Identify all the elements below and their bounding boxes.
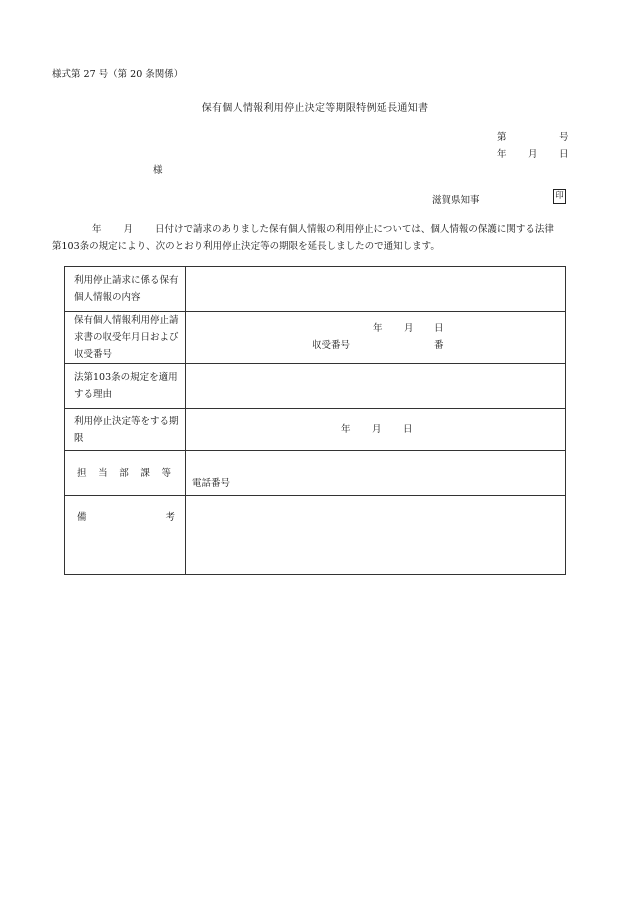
- deadline-month: 月: [372, 424, 382, 435]
- document-number-label: 第: [497, 132, 507, 143]
- table-row: [65, 409, 566, 451]
- receipt-value-cell: [186, 312, 566, 364]
- receipt-year: 年: [373, 322, 383, 334]
- receipt-day: 日: [434, 322, 444, 334]
- document-title: 保有個人情報利用停止決定等期限特例延長通知書: [201, 103, 429, 114]
- deadline-value-cell: [186, 409, 566, 451]
- department-char: 当: [98, 467, 108, 479]
- department-char: 担: [77, 467, 87, 479]
- notice-body: [52, 221, 582, 255]
- department-char: 等: [161, 467, 171, 479]
- remarks-char-right: 考: [165, 512, 175, 523]
- remarks-label: [65, 496, 186, 575]
- deadline-year: 年: [341, 424, 351, 435]
- notice-table: [64, 266, 566, 575]
- content-label: 利用停止請求に係る保有個人情報の内容: [65, 267, 186, 312]
- body-text-line2: 第103条の規定により、次のとおり利用停止決定等の期限を延長しましたので通知します。: [52, 241, 440, 252]
- department-value-cell: [186, 451, 566, 496]
- issue-date-year: 年: [497, 149, 507, 160]
- form-number: 様式第 27 号（第 20 条関係）: [52, 69, 184, 80]
- table-row: [65, 364, 566, 409]
- department-char: 部: [119, 467, 129, 479]
- table-row: [65, 496, 566, 575]
- reason-label: 法第103条の規定を適用する理由: [65, 364, 186, 409]
- addressee-honorific: 様: [153, 165, 163, 176]
- reason-value-cell: [186, 364, 566, 409]
- department-char: 課: [140, 467, 150, 479]
- deadline-label: 利用停止決定等をする期限: [65, 409, 186, 451]
- receipt-number-suffix: 番: [434, 339, 444, 351]
- department-label: [65, 451, 186, 496]
- receipt-number-label: 収受番号: [312, 339, 351, 351]
- body-month: 月: [123, 224, 134, 235]
- seal-mark: 印: [553, 189, 566, 204]
- issuer-name: 滋賀県知事: [432, 195, 480, 206]
- document-number-suffix: 号: [559, 132, 569, 143]
- body-text-line1: 日付けで請求のありました保有個人情報の利用停止については、個人情報の保護に関する法律: [155, 224, 554, 235]
- remarks-value-cell: [186, 496, 566, 575]
- receipt-month: 月: [404, 322, 414, 334]
- content-value-cell: [186, 267, 566, 312]
- table-row: [65, 312, 566, 364]
- phone-label: 電話番号: [192, 478, 231, 489]
- receipt-date-label: 保有個人情報利用停止請求書の収受年月日および収受番号: [65, 312, 186, 364]
- table-row: [65, 267, 566, 312]
- body-year: 年: [92, 224, 102, 235]
- issue-date-day: 日: [559, 149, 569, 160]
- issue-date-month: 月: [528, 149, 538, 160]
- deadline-day: 日: [403, 424, 413, 435]
- remarks-char-left: 備: [77, 512, 87, 523]
- table-row: [65, 451, 566, 496]
